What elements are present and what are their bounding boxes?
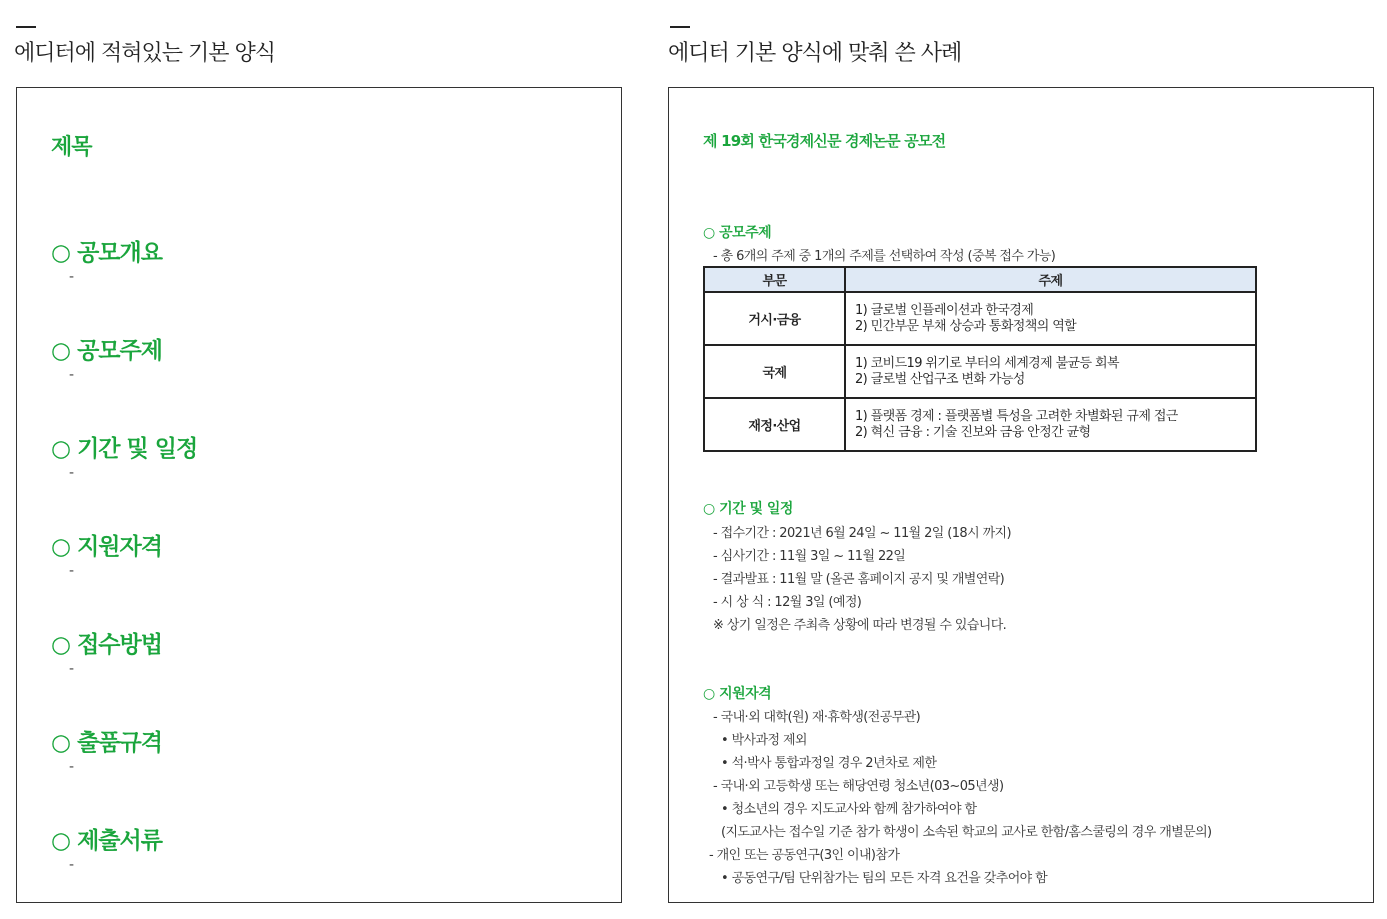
category-cell: 국제 [704, 345, 845, 398]
table-row [704, 292, 1256, 345]
topic-cell [845, 292, 1256, 345]
section-heading: ○ 출품규격 [51, 730, 162, 756]
table-row [704, 345, 1256, 398]
topic-item: 2) 민간부문 부채 상승과 통화정책의 역할 [855, 318, 1077, 334]
section-heading: ○ 기간 및 일정 [51, 436, 198, 462]
template-section [51, 332, 162, 383]
right-column-header [668, 26, 961, 67]
section-dash: - [69, 857, 75, 873]
table-header-row [704, 267, 1256, 292]
template-section [51, 528, 162, 579]
category-cell: 거시·금융 [704, 292, 845, 345]
template-section [51, 822, 162, 873]
right-column-title: 에디터 기본 양식에 맞춰 쓴 사례 [668, 41, 962, 66]
schedule-heading: ○ 기간 및 일정 [703, 501, 793, 517]
eligibility-note: (지도교사는 접수일 기준 참가 학생이 소속된 학교의 교사로 한함/홈스쿨링의 경우 개별문의) [721, 825, 1212, 840]
template-panel [16, 87, 622, 903]
topic-cell [845, 398, 1256, 451]
header-divider [16, 26, 36, 28]
template-section [51, 430, 197, 481]
schedule-line: - 접수기간 : 2021년 6월 24일 ~ 11월 2일 (18시 까지) [713, 526, 1011, 541]
template-section [51, 724, 162, 775]
eligibility-line: - 국내·외 고등학생 또는 해당연령 청소년(03~05년생) [713, 779, 1004, 794]
column-header: 부문 [704, 267, 845, 292]
schedule-line: - 시 상 식 : 12월 3일 (예정) [713, 595, 862, 610]
section-heading: ○ 접수방법 [51, 632, 162, 658]
section-dash: - [69, 563, 75, 579]
schedule-line: - 결과발표 : 11월 말 (올콘 홈페이지 공지 및 개별연락) [713, 572, 1005, 587]
eligibility-heading: ○ 지원자격 [703, 686, 772, 702]
section-dash: - [69, 367, 75, 383]
category-cell: 재정·산업 [704, 398, 845, 451]
section-heading: ○ 공모주제 [51, 338, 162, 364]
schedule-line: - 심사기간 : 11월 3일 ~ 11월 22일 [713, 549, 906, 564]
example-title: 제 19회 한국경제신문 경제논문 공모전 [703, 132, 946, 150]
left-column-header [14, 26, 275, 67]
topic-item: 2) 혁신 금융 : 기술 진보와 금융 안정간 균형 [855, 424, 1091, 440]
topic-item: 1) 코비드19 위기로 부터의 세계경제 불균등 회복 [855, 355, 1119, 371]
topic-item: 1) 글로벌 인플레이션과 한국경제 [855, 302, 1034, 318]
eligibility-bullet: • 석·박사 통합과정일 경우 2년차로 제한 [721, 756, 937, 771]
schedule-notice: ※ 상기 일정은 주최측 상황에 따라 변경될 수 있습니다. [713, 618, 1007, 633]
eligibility-bullet: • 청소년의 경우 지도교사와 함께 참가하여야 함 [721, 802, 977, 817]
topic-cell [845, 345, 1256, 398]
section-dash: - [69, 465, 75, 481]
topic-note: - 총 6개의 주제 중 1개의 주제를 선택하여 작성 (중복 접수 가능) [713, 249, 1056, 264]
eligibility-line: - 개인 또는 공동연구(3인 이내)참가 [709, 848, 900, 863]
section-heading: ○ 제출서류 [51, 828, 162, 854]
header-divider [670, 26, 690, 28]
column-header: 주제 [845, 267, 1256, 292]
topic-item: 2) 글로벌 산업구조 변화 가능성 [855, 371, 1025, 387]
eligibility-bullet: • 박사과정 제외 [721, 733, 807, 748]
section-dash: - [69, 661, 75, 677]
eligibility-bullet: • 공동연구/팀 단위참가는 팀의 모든 자격 요건을 갖추어야 함 [721, 871, 1048, 886]
section-heading: ○ 공모개요 [51, 240, 162, 266]
eligibility-line: - 국내·외 대학(원) 재·휴학생(전공무관) [713, 710, 921, 725]
example-panel [668, 87, 1374, 903]
left-column-title: 에디터에 적혀있는 기본 양식 [14, 41, 276, 66]
template-section [51, 234, 162, 285]
template-title: 제목 [51, 135, 92, 160]
template-section [51, 626, 162, 677]
table-row [704, 398, 1256, 451]
topic-heading: ○ 공모주제 [703, 225, 772, 241]
section-dash: - [69, 269, 75, 285]
topic-table [703, 266, 1257, 452]
section-dash: - [69, 759, 75, 775]
topic-item: 1) 플랫폼 경제 : 플랫폼별 특성을 고려한 차별화된 규제 접근 [855, 408, 1178, 424]
section-heading: ○ 지원자격 [51, 534, 162, 560]
